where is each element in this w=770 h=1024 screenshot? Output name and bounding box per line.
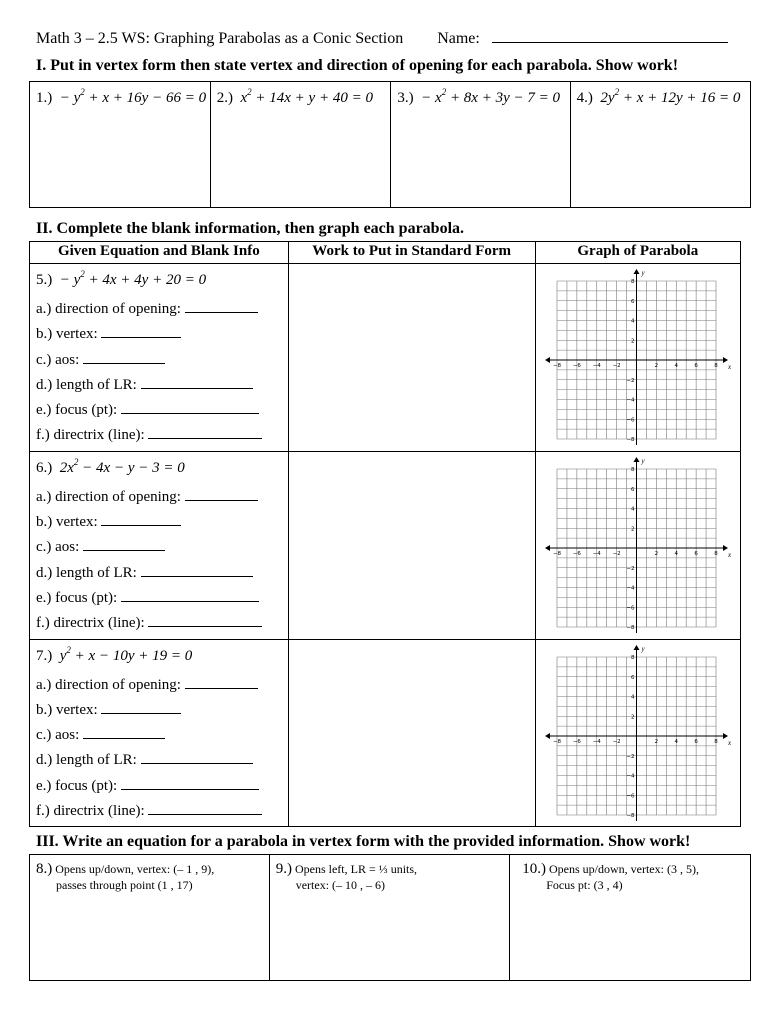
y-tick-label: 2 — [630, 526, 635, 533]
y-tick-label: −4 — [626, 397, 635, 404]
problem-9-line2: vertex: (– 10 , – 6) — [295, 878, 386, 892]
problem-10-label: 10.) — [522, 861, 546, 877]
x-axis-label: x — [727, 550, 731, 559]
p6-blank-d[interactable] — [141, 563, 253, 577]
p7-field-e: e.) focus (pt): — [36, 777, 118, 794]
p6-field-f: f.) directrix (line): — [36, 615, 145, 632]
x-tick-label: 2 — [654, 550, 658, 557]
p6-blank-e[interactable] — [121, 588, 259, 602]
problem-8-line2: passes through point (1 , 17) — [56, 878, 193, 892]
problem-9-line1: Opens left, LR = ⅓ units, — [294, 862, 418, 876]
problem-9-cell[interactable] — [269, 855, 510, 981]
p5-blank-d[interactable] — [141, 375, 253, 389]
y-tick-label: 2 — [630, 713, 635, 720]
title-text: Math 3 – 2.5 WS: Graphing Parabolas as a Conic Section — [36, 30, 404, 47]
p6-field-d: d.) length of LR: — [36, 564, 137, 581]
name-label: Name: — [437, 30, 480, 47]
coordinate-grid-7[interactable] — [554, 645, 740, 823]
p5-blank-c[interactable] — [83, 350, 165, 364]
p7-blank-c[interactable] — [83, 725, 165, 739]
x-axis-arrow-left — [545, 733, 550, 739]
y-axis-arrow-up — [633, 457, 639, 462]
col-work: Work to Put in Standard Form — [288, 242, 535, 264]
problem-1: $1.) - y^2 + x + 16y - 66 = 0$ — [36, 87, 207, 106]
y-axis-label: y — [641, 269, 645, 277]
problem-4: 4.) $2y^2 + x + 12y + 16 = 0$ — [576, 87, 741, 106]
x-tick-label: 6 — [693, 738, 698, 745]
p6-field-c: c.) aos: — [36, 539, 80, 556]
x-tick-label: 8 — [713, 738, 718, 745]
y-tick-label: −2 — [626, 565, 635, 572]
x-tick-label: −8 — [552, 363, 561, 369]
p5-field-f: f.) directrix (line): — [36, 427, 145, 444]
coordinate-grid-5[interactable] — [554, 269, 740, 447]
x-tick-label: −6 — [572, 363, 581, 369]
x-tick-label: 2 — [654, 363, 658, 369]
p6-blank-c[interactable] — [83, 537, 165, 551]
x-tick-label: −4 — [592, 363, 601, 369]
problem-8-cell[interactable] — [30, 855, 270, 981]
problem-10-line2: Focus pt: (3 , 4) — [546, 878, 623, 892]
x-tick-label: 6 — [693, 363, 698, 369]
problem-3-cell[interactable] — [391, 82, 570, 208]
problem-1-label: 1.) — [36, 90, 53, 106]
x-tick-label: 8 — [713, 363, 718, 369]
problem-3: $3.) - x^2 + 8x + 3y - 7 = 0$ — [397, 87, 560, 106]
col-graph: Graph of Parabola — [535, 242, 740, 264]
y-tick-label: 4 — [630, 506, 635, 513]
x-tick-label: 4 — [674, 550, 678, 557]
p7-blank-f[interactable] — [148, 801, 262, 815]
problem-3-label: 3.) — [397, 90, 414, 106]
p7-field-a: a.) direction of opening: — [36, 676, 181, 693]
p7-field-f: f.) directrix (line): — [36, 803, 145, 820]
problem-7-eq: 7.) $y^2 + x - 10y + 19 = 0$ — [36, 644, 193, 664]
y-tick-label: 8 — [630, 654, 635, 661]
name-field[interactable] — [492, 28, 728, 43]
problem-2-cell[interactable] — [210, 82, 391, 208]
section1-table — [29, 81, 751, 208]
x-tick-label: 4 — [674, 738, 678, 745]
y-tick-label: 6 — [630, 298, 635, 305]
problem-5-info — [30, 264, 289, 452]
p5-field-c: c.) aos: — [36, 351, 80, 368]
problem-4-cell[interactable] — [570, 82, 750, 208]
p6-blank-a[interactable] — [185, 487, 258, 501]
problem-10-line1: Opens up/down, vertex: (3 , 5), — [548, 862, 699, 876]
problem-9-label: 9.) — [275, 861, 292, 877]
x-axis-arrow-left — [545, 357, 550, 363]
y-tick-label: −4 — [626, 773, 635, 780]
x-tick-label: −8 — [552, 550, 561, 557]
section3-heading: III. Write an equation for a parabola in vertex form with the provided information. Show work! — [36, 833, 691, 850]
problem-5-work[interactable] — [288, 264, 535, 452]
p7-blank-e[interactable] — [121, 776, 259, 790]
p6-field-a: a.) direction of opening: — [36, 488, 181, 505]
worksheet-title — [36, 28, 728, 48]
y-tick-label: −2 — [626, 753, 635, 760]
problem-5-graph-cell — [535, 264, 740, 452]
y-tick-label: 6 — [630, 486, 635, 493]
y-axis-label: y — [641, 456, 645, 465]
x-tick-label: −2 — [612, 363, 621, 369]
y-tick-label: −6 — [626, 792, 635, 799]
x-tick-label: −8 — [552, 738, 561, 745]
x-tick-label: −2 — [612, 550, 621, 557]
y-tick-label: 4 — [630, 694, 635, 701]
problem-7-work[interactable] — [288, 639, 535, 827]
y-tick-label: −8 — [626, 624, 635, 631]
problem-8-label: 8.) — [36, 861, 53, 877]
y-tick-label: 8 — [630, 279, 635, 285]
section2-table — [29, 241, 741, 827]
problem-8-line1: Opens up/down, vertex: (– 1 , 9), — [55, 862, 215, 876]
p5-blank-a[interactable] — [185, 299, 258, 313]
y-tick-label: 4 — [630, 318, 635, 325]
x-axis-label: x — [727, 363, 731, 371]
y-tick-label: −4 — [626, 585, 635, 592]
problem-1-cell[interactable] — [30, 82, 211, 208]
problem-2-label: 2.) — [216, 90, 233, 106]
p7-field-d: d.) length of LR: — [36, 752, 137, 769]
col-given: Given Equation and Blank Info — [30, 242, 289, 264]
y-tick-label: −6 — [626, 605, 635, 612]
problem-6-info — [30, 451, 289, 639]
x-axis-arrow-left — [545, 545, 550, 551]
y-tick-label: 2 — [630, 338, 635, 345]
section1-heading: I. Put in vertex form then state vertex and direction of opening for each parabola. Show work! — [36, 57, 679, 74]
problem-4-label: 4.) — [576, 90, 593, 106]
problem-10-cell[interactable] — [510, 855, 751, 981]
problem-6-eq: 6.) $2x^2 - 4x - y - 3 = 0$ — [36, 456, 185, 476]
y-tick-label: −8 — [626, 437, 635, 443]
y-axis-arrow-up — [633, 645, 639, 650]
problem-6-label: 6.) — [36, 459, 53, 476]
x-tick-label: −2 — [612, 738, 621, 745]
problem-7-graph-cell — [535, 639, 740, 827]
section3-table — [29, 854, 751, 981]
x-axis-label: x — [727, 738, 731, 747]
x-tick-label: 6 — [693, 550, 698, 557]
p7-blank-b[interactable] — [101, 700, 181, 714]
p5-field-d: d.) length of LR: — [36, 376, 137, 393]
x-tick-label: −6 — [572, 550, 581, 557]
p7-field-b: b.) vertex: — [36, 701, 98, 718]
problem-6-graph-cell — [535, 451, 740, 639]
p7-blank-d[interactable] — [141, 750, 253, 764]
y-axis-label: y — [641, 644, 645, 653]
x-tick-label: 8 — [713, 550, 718, 557]
problem-2: 2.) $x^2 + 14x + y + 40 = 0$ — [216, 87, 373, 106]
p5-blank-f[interactable] — [148, 425, 262, 439]
y-tick-label: −2 — [626, 377, 635, 384]
y-tick-label: 6 — [630, 674, 635, 681]
problem-5-label: 5.) — [36, 272, 53, 288]
p5-blank-e[interactable] — [121, 400, 259, 414]
p7-blank-a[interactable] — [185, 675, 258, 689]
p7-field-c: c.) aos: — [36, 727, 80, 744]
p6-blank-b[interactable] — [101, 512, 181, 526]
p5-field-b: b.) vertex: — [36, 326, 98, 343]
coordinate-grid-6[interactable] — [554, 457, 740, 635]
x-tick-label: −4 — [592, 738, 601, 745]
p5-blank-b[interactable] — [101, 324, 181, 338]
x-tick-label: 4 — [674, 363, 678, 369]
y-tick-label: −8 — [626, 812, 635, 819]
p5-field-a: a.) direction of opening: — [36, 301, 181, 317]
y-axis-arrow-up — [633, 269, 639, 274]
p6-field-b: b.) vertex: — [36, 514, 98, 531]
problem-6-work[interactable] — [288, 451, 535, 639]
p5-field-e: e.) focus (pt): — [36, 402, 118, 419]
y-tick-label: −6 — [626, 417, 635, 424]
x-tick-label: 2 — [654, 738, 658, 745]
p6-field-e: e.) focus (pt): — [36, 589, 118, 606]
problem-7-info — [30, 639, 289, 827]
x-tick-label: −4 — [592, 550, 601, 557]
problem-7-label: 7.) — [36, 647, 53, 664]
p6-blank-f[interactable] — [148, 613, 262, 627]
x-tick-label: −6 — [572, 738, 581, 745]
problem-5-eq: $5.) - y^2 + 4x + 4y + 20 = 0$ — [36, 269, 207, 288]
y-tick-label: 8 — [630, 466, 635, 473]
section2-heading: II. Complete the blank information, then graph each parabola. — [36, 220, 465, 237]
